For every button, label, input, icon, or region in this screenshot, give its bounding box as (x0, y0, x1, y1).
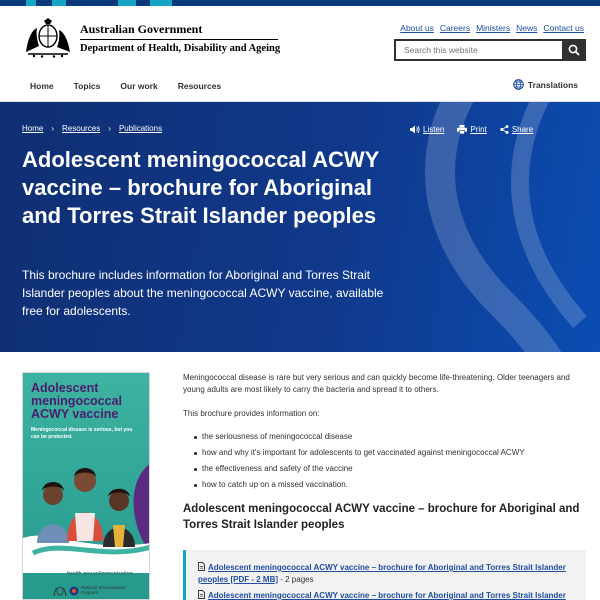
download-link-word[interactable]: Adolescent meningococcal ACWY vaccine – brochure for Aboriginal and Torres Strait Islander (208, 591, 566, 600)
document-icon (198, 590, 205, 599)
util-link-about[interactable]: About us (400, 23, 434, 33)
list-item: the effectiveness and safety of the vaccine (183, 463, 583, 475)
util-link-ministers[interactable]: Ministers (476, 23, 511, 33)
share-label: Share (511, 125, 534, 134)
nav-our-work[interactable]: Our work (120, 81, 158, 91)
translations-label: Translations (527, 79, 578, 90)
gov-logo[interactable] (22, 18, 280, 58)
download-link-pdf[interactable]: Adolescent meningococcal ACWY vaccine – brochure for Aboriginal and Torres Strait Islander peoples [PDF - 2 MB] (198, 563, 566, 584)
util-link-careers[interactable]: Careers (439, 23, 471, 33)
brochure-url: health.gov.au/immunisation (67, 571, 133, 577)
info-list (183, 431, 583, 491)
page-content (183, 372, 583, 533)
coat-of-arms-icon (22, 18, 74, 58)
share-icon (500, 125, 509, 134)
util-link-contact[interactable]: Contact us (543, 23, 584, 33)
search-icon (568, 44, 580, 56)
document-icon (198, 562, 205, 571)
nav-resources[interactable]: Resources (177, 81, 222, 91)
download-item (198, 562, 578, 586)
search-bar (394, 39, 586, 61)
utility-links (394, 23, 584, 33)
page-title: Adolescent meningococcal ACWY vaccine – brochure for Aboriginal and Torres Strait Islander peoples (22, 147, 379, 228)
chevron-right-icon: › (108, 124, 111, 133)
nav-home[interactable]: Home (30, 81, 54, 91)
page-actions (410, 125, 546, 134)
list-item: the seriousness of meningococcal disease (183, 431, 583, 443)
site-header (0, 6, 600, 70)
breadcrumb (22, 124, 162, 133)
print-button[interactable] (457, 125, 486, 134)
nip-logo-icon (69, 586, 79, 596)
breadcrumb-publications[interactable]: Publications (118, 124, 163, 133)
search-input[interactable] (394, 39, 562, 61)
downloads-box (183, 550, 586, 600)
share-button[interactable] (500, 125, 533, 134)
section-heading: Adolescent meningococcal ACWY vaccine – brochure for Aboriginal and Torres Strait Islander peoples (183, 503, 580, 531)
listen-label: Listen (423, 125, 445, 134)
download-item (198, 590, 578, 600)
util-link-news[interactable]: News (516, 23, 538, 33)
brochure-cover-image (22, 372, 150, 600)
globe-icon (513, 79, 524, 90)
intro-paragraph: Meningococcal disease is rare but very serious and can quickly become life-threatening. Older teenagers and young adults are most likely to carry the bacteria and spread it to others. (183, 373, 570, 394)
breadcrumb-resources[interactable]: Resources (62, 124, 101, 133)
list-item: how and why it's important for adolescents to get vaccinated against meningococcal ACWY (183, 447, 583, 459)
search-button[interactable] (562, 39, 586, 61)
department-name: Department of Health, Disability and Ageing (80, 42, 281, 54)
brochure-subtitle: Meningococcal disease is serious, but you can be protected. (31, 427, 133, 440)
brochure-people-illustration (23, 443, 150, 573)
printer-icon (457, 125, 467, 134)
print-label: Print (470, 125, 487, 134)
hero-banner (0, 102, 600, 352)
breadcrumb-home[interactable]: Home (22, 124, 44, 133)
listen-button[interactable] (410, 125, 444, 134)
gov-name: Australian Government (80, 21, 203, 36)
page-lead: This brochure includes information for Aboriginal and Torres Strait Islander peoples about the meningococcal ACWY vaccine, available free for adolescents. (22, 268, 384, 318)
brochure-logo-text: National Immunisation Program (81, 585, 126, 595)
crest-small-icon (53, 585, 67, 597)
chevron-right-icon: › (51, 124, 55, 133)
speaker-icon (410, 125, 420, 134)
list-item: how to catch up on a missed vaccination. (183, 479, 583, 491)
info-paragraph: This brochure provides information on: (183, 409, 320, 418)
main-nav (0, 70, 600, 102)
nav-topics[interactable]: Topics (73, 81, 101, 91)
download-meta: - 2 pages (278, 575, 314, 584)
brochure-title: Adolescent meningococcal ACWY vaccine (31, 381, 122, 421)
translations-button[interactable] (513, 79, 578, 90)
